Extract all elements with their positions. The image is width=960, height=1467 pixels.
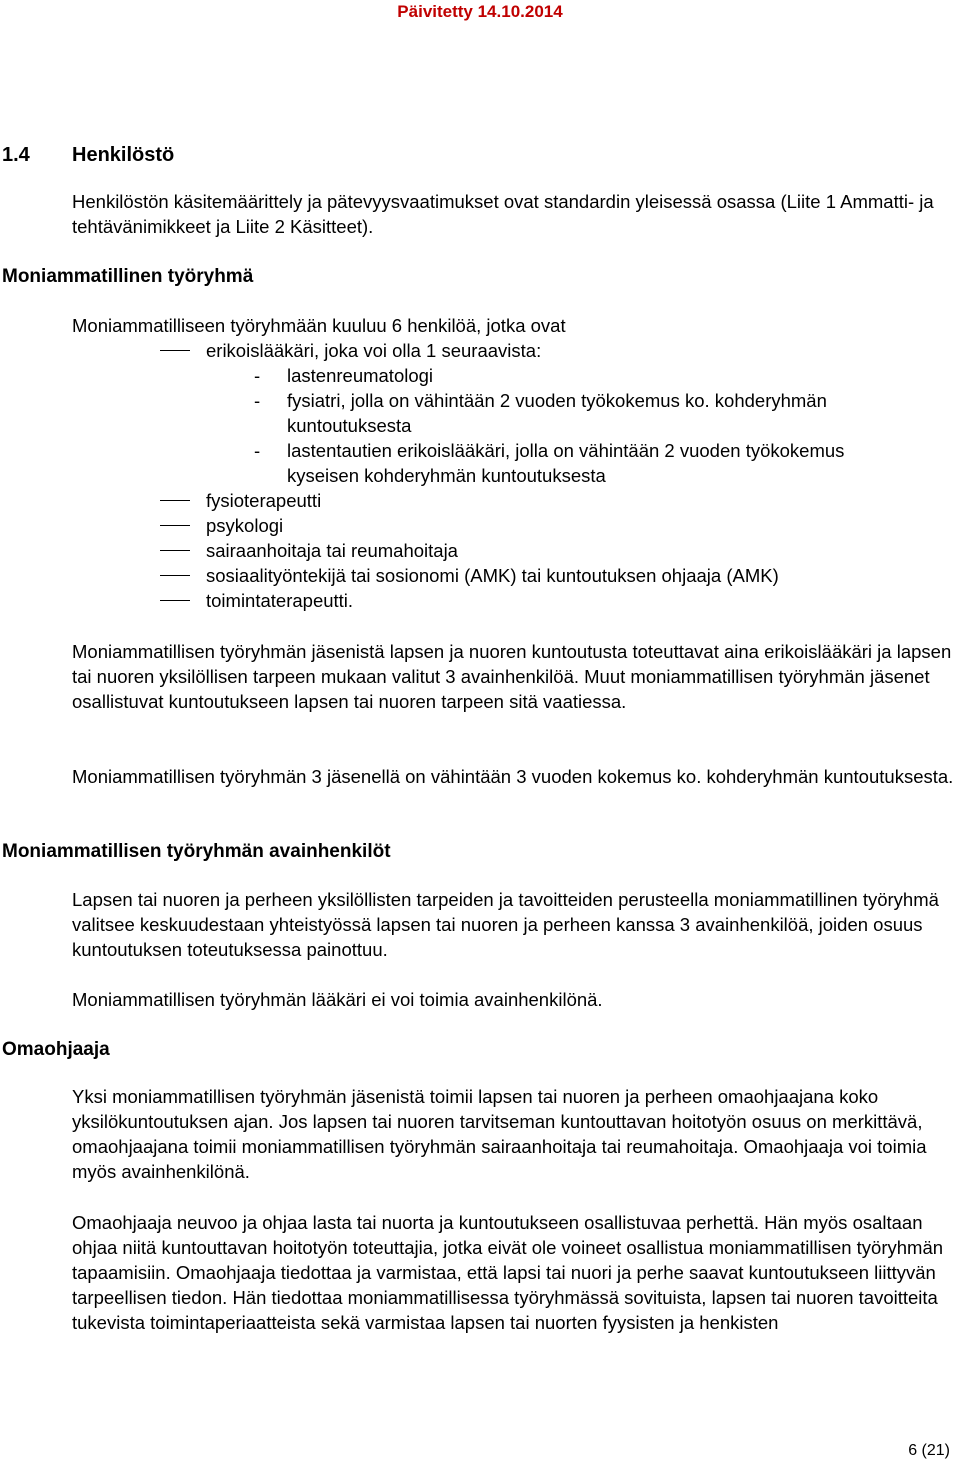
dash-bullet — [160, 575, 190, 576]
member-toimintaterapeutti: toimintaterapeutti. — [206, 590, 354, 611]
dash-bullet — [160, 350, 190, 351]
dash-bullet — [160, 500, 190, 501]
hyphen-bullet: - — [254, 390, 261, 411]
section-title: Henkilöstö — [72, 144, 175, 166]
key-paragraph-2: Moniammatillisen työryhmän lääkäri ei voi toimia avainhenkilönä. — [72, 989, 603, 1010]
member-sosiaalityontekija: sosiaalityöntekijä tai sosionomi (AMK) tai kuntoutuksen ohjaaja (AMK) — [206, 565, 779, 586]
team-heading: Moniammatillinen työryhmä — [2, 266, 254, 287]
hyphen-bullet: - — [254, 365, 261, 386]
hyphen-bullet: - — [254, 440, 261, 461]
dash-bullet — [160, 600, 190, 601]
member-psykologi: psykologi — [206, 515, 284, 536]
section-number: 1.4 — [2, 144, 30, 166]
team-paragraph-1: Moniammatillisen työryhmän jäsenistä lapsen ja nuoren kuntoutusta toteuttavat aina erikoislääkäri ja lapsen tai nuoren yksilöllisen tarpeen mukaan valitut 3 avainhenkilöä. Muut moniammatillisen työryhmän jäsenet osallistuvat kuntoutukseen lapsen tai nuoren tarpeen sitä vaatiessa. — [72, 641, 952, 712]
dash-bullet — [160, 550, 190, 551]
updated-date: Päivitetty 14.10.2014 — [397, 2, 563, 21]
sub-item-fysiatri: fysiatri, jolla on vähintään 2 vuoden työkokemus ko. kohderyhmän — [287, 390, 827, 411]
sub-item-lastentautien-cont: kyseisen kohderyhmän kuntoutuksesta — [287, 465, 606, 486]
page-number: 6 (21) — [908, 1442, 950, 1459]
sub-item-fysiatri-cont: kuntoutuksesta — [287, 415, 412, 436]
sub-item-lastenreumatologi: lastenreumatologi — [287, 365, 434, 386]
key-paragraph-1: Lapsen tai nuoren ja perheen yksilöllisten tarpeiden ja tavoitteiden perusteella moniammatillinen työryhmä valitsee keskuudestaan yhteistyössä lapsen tai nuoren ja perheen kanssa 3 avainhenkilöä, joiden osuus kuntoutuksen toteutuksessa painottuu. — [72, 889, 939, 960]
key-persons-heading: Moniammatillisen työryhmän avainhenkilöt — [2, 841, 391, 862]
member-fysioterapeutti: fysioterapeutti — [206, 490, 322, 511]
omaohjaaja-heading: Omaohjaaja — [2, 1039, 110, 1060]
member-sairaanhoitaja: sairaanhoitaja tai reumahoitaja — [206, 540, 458, 561]
omaohjaaja-paragraph-1: Yksi moniammatillisen työryhmän jäsenistä toimii lapsen tai nuoren ja perheen omaohjaajana koko yksilökuntoutuksen ajan. Jos lapsen tai nuoren tarvitseman kuntouttavan hoitotyön osuus on merkittävä, omaohjaajana toimii moniammatillisen työryhmän sairaanhoitaja tai reumahoitaja. Omaohjaaja voi toimia myös avainhenkilönä. — [72, 1086, 927, 1182]
team-paragraph-2: Moniammatillisen työryhmän 3 jäsenellä on vähintään 3 vuoden kokemus ko. kohderyhmän kuntoutuksesta. — [72, 766, 954, 787]
sub-item-lastentautien: lastentautien erikoislääkäri, jolla on vähintään 2 vuoden työkokemus — [287, 440, 845, 461]
omaohjaaja-paragraph-2: Omaohjaaja neuvoo ja ohjaa lasta tai nuorta ja kuntoutukseen osallistuvaa perhettä. Hän myös osaltaan ohjaa niitä kuntouttavan hoitotyön toteuttajia, jotka eivät ole voineet osallistua moniammatillisen työryhmän tapaamisiin. Omaohjaaja tiedottaa ja varmistaa, että lapsi tai nuori ja perhe saavat kuntoutukseen liittyvän tarpeellisen tiedon. Hän tiedottaa moniammatillisessa työryhmässä sovituista, lapsen tai nuoren tavoitteita tukevista toimintaperiaatteista sekä varmistaa lapsen tai nuorten fyysisten ja henkisten — [72, 1212, 944, 1333]
intro-paragraph: Henkilöstön käsitemäärittely ja pätevyysvaatimukset ovat standardin yleisessä osassa (Liite 1 Ammatti- ja tehtävänimikkeet ja Liite 2 Käsitteet). — [72, 191, 934, 237]
team-lead: Moniammatilliseen työryhmään kuuluu 6 henkilöä, jotka ovat — [72, 315, 566, 336]
doctor-item: erikoislääkäri, joka voi olla 1 seuraavista: — [206, 340, 542, 361]
dash-bullet — [160, 525, 190, 526]
